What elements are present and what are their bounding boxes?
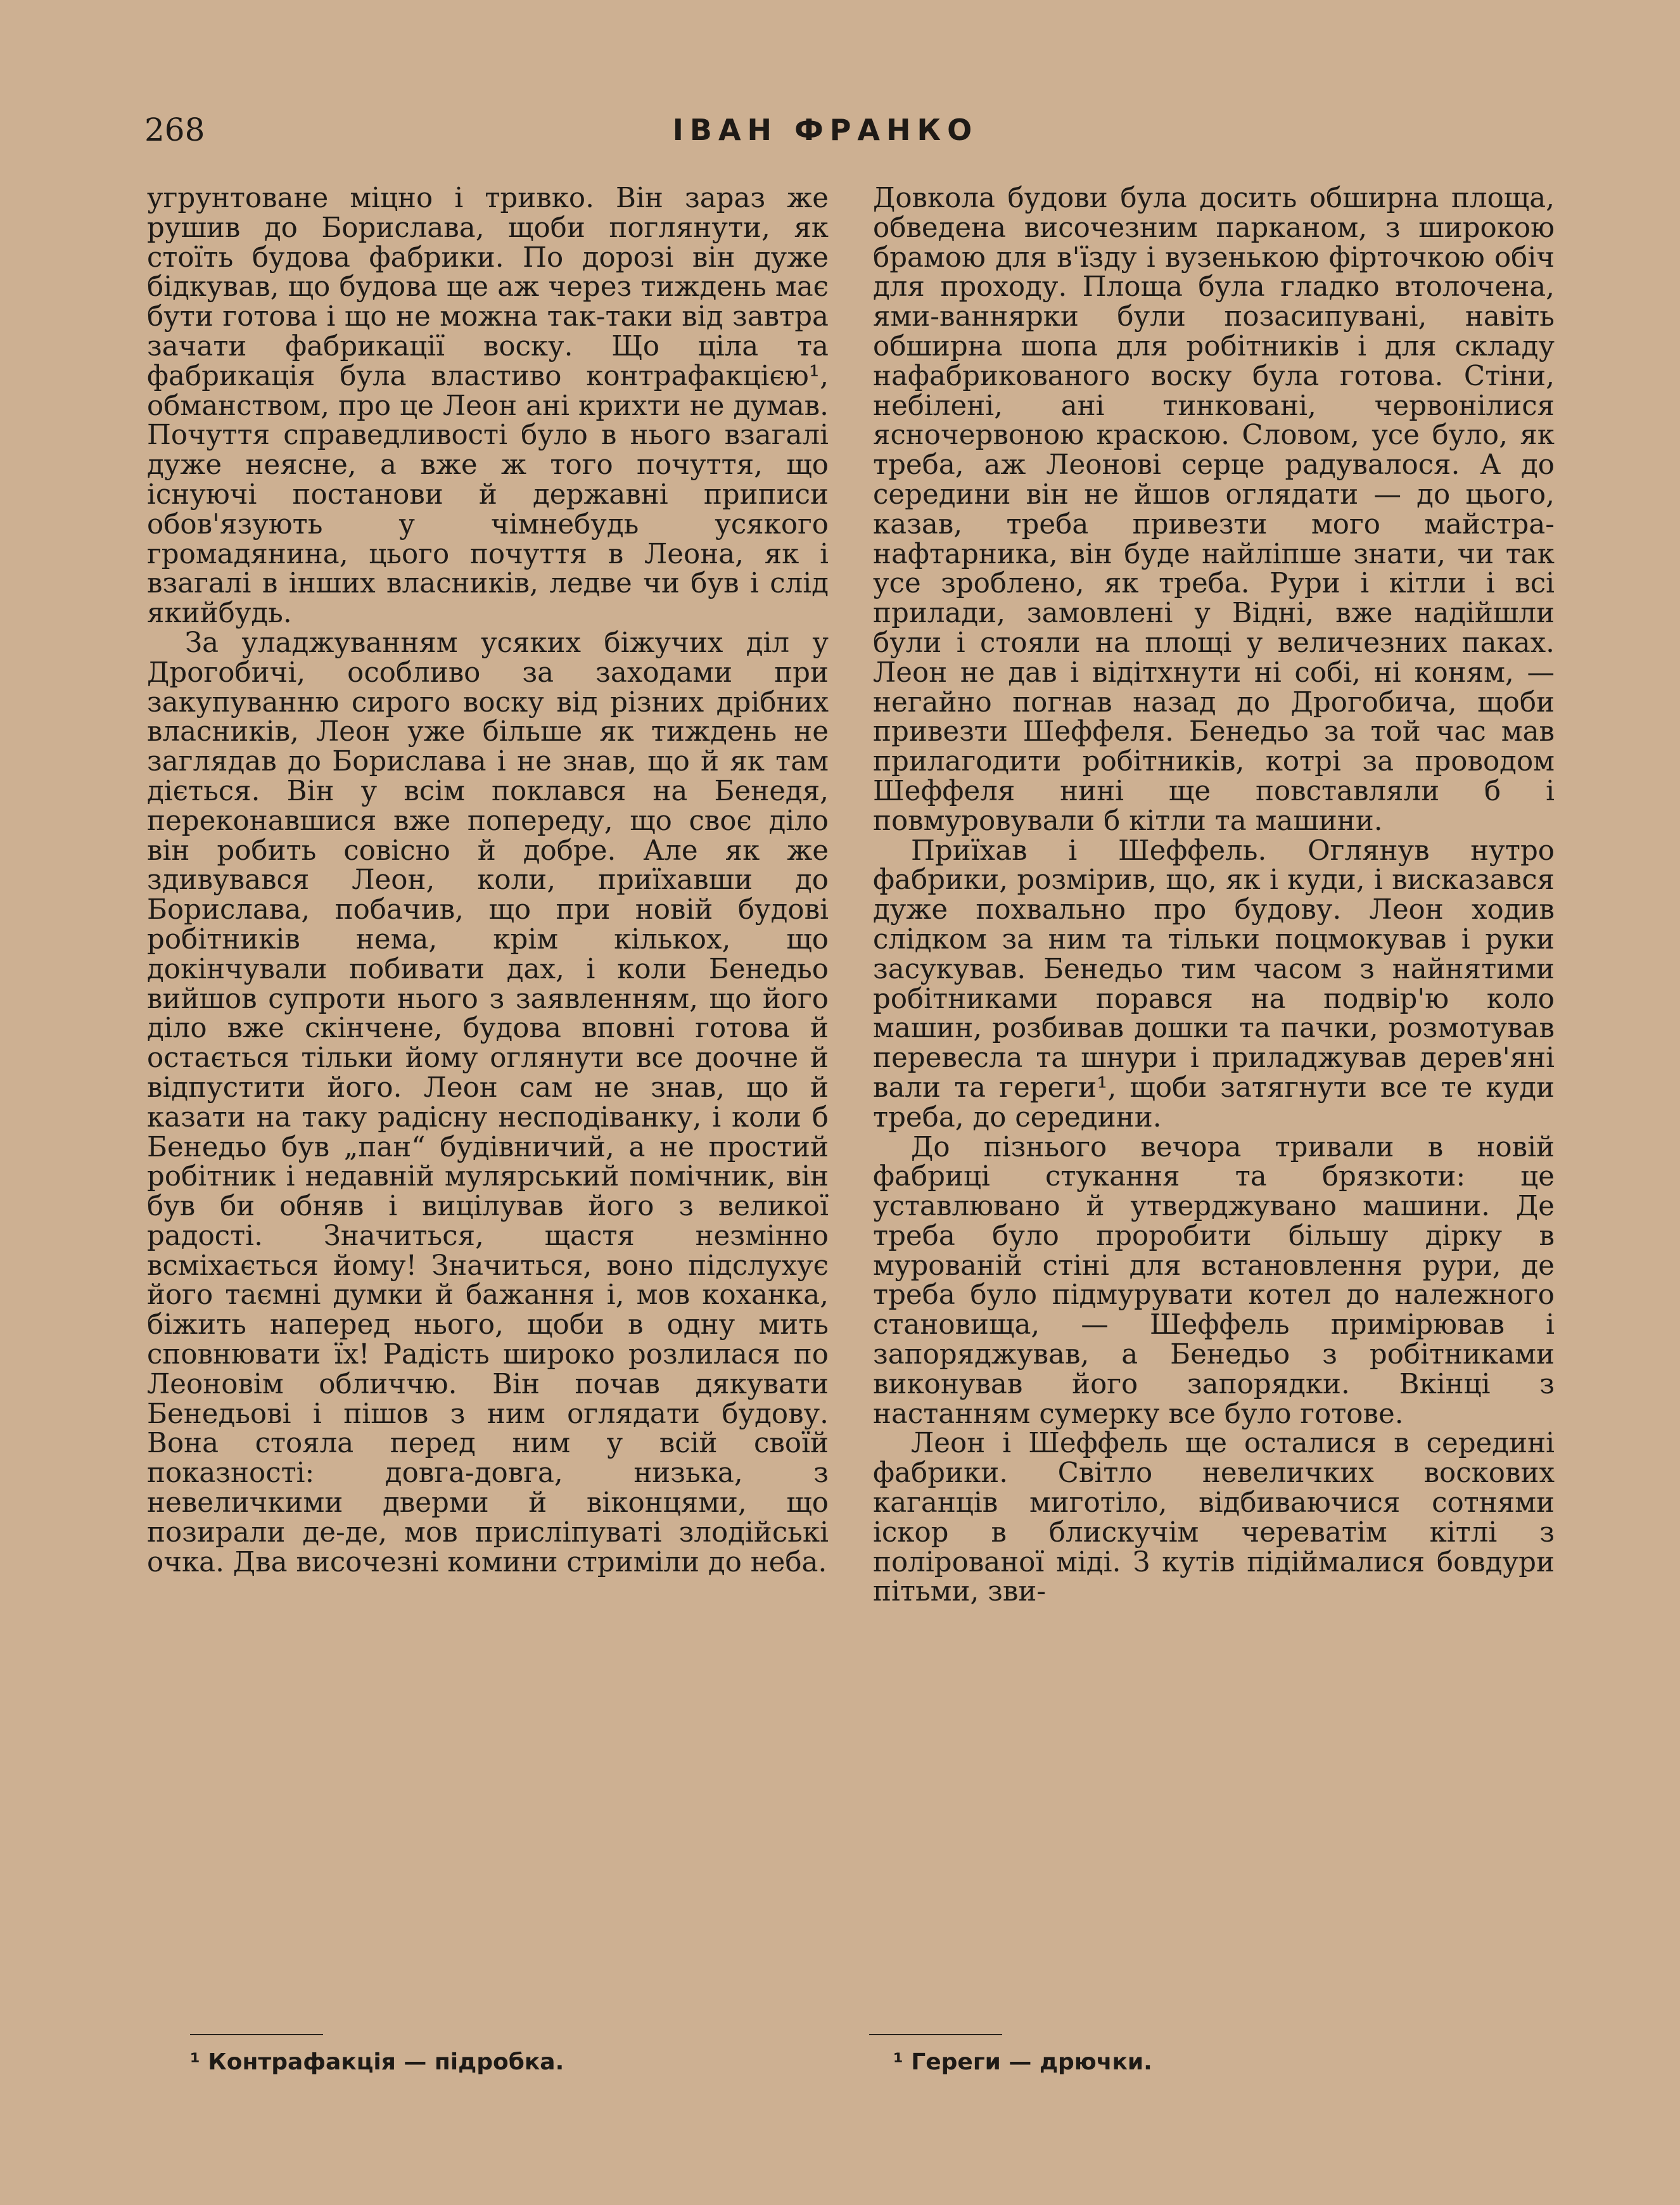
footnote-right: ¹ Гереги — дрючки. <box>893 2049 1152 2075</box>
left-paragraph-2: За уладжуванням усяких біжучих діл у Дрогобичі, особливо за заходами при закупуванню сирого воску від різних дрібних власників, Леон уже більше як тиждень не заглядав до Борислава і не знав, що й як там діється. Він у всім поклався на Бенедя, переконавшися вже попереду, що своє діло він робить совісно й добре. Але як же здивувався Леон, коли, приїхавши до Борислава, побачив, що при новій будові робітників нема, крім кількох, що докінчували побивати дах, і коли Бенедьо вийшов супроти нього з заявленням, що його діло вже скінчене, будова вповні готова й остається тільки йому оглянути все доочне й відпустити його. Леон сам не знав, що й казати на таку радісну несподіванку, і коли б Бенедьо був „пан“ будівничий, а не простий робітник і недавній мулярський помічник, він був би обняв і вицілував його з великої радості. Значиться, щастя незмінно всміхається йому! Значиться, воно підслухує його таємні думки й бажання і, мов коханка, біжить наперед нього, щоби в одну мить сповнювати їх! Радість широко розлилася по Леоновім обличчю. Він почав дякувати Бенедьові і пішов з ним оглядати будову. Вона стояла перед ним у всій своїй показності: довга-довга, низька, з невеличкими дверми й віконцями, що позирали де-де, мов прислiпуваті злодійські очка. Два височезні комини стриміли до неба. <box>147 627 829 1578</box>
right-paragraph-1: Довкола будови була досить обширна площа, обведена височезним парканом, з широкою брамою для в'їзду і вузенькою фірточкою обіч для проходу. Площа була гладко втолочена, ями-ваннярки були позасипувані, навіть обширна шопа для робітників і для складу нафабрикованого воску була готова. Стіни, небілені, ані тинковані, червонілися ясночервоною краскою. Словом, усе було, як треба, аж Леонові серце радувалося. А до середини він не йшов оглядати — до цього, казав, треба привезти мого майстра-нафтарника, він буде найліпше знати, чи так усе зроблено, як треба. Рури і кітли і всі прилади, замовлені у Відні, вже надійшли були і стояли на площі у величезних паках. Леон не дав і відітхнути ні собі, ні коням, — негайно погнав назад до Дрогобича, щоби привезти Шеффеля. Бенедьо за той час мав прилагодити робітників, котрі за проводом Шеффеля нині ще повставляли б і повмуровували б кітли та машини. <box>873 182 1555 837</box>
footnote-rule-left <box>190 2034 323 2035</box>
page-header <box>144 112 1506 156</box>
right-paragraph-3: До пізнього вечора тривали в новій фабриці стукання та брязкоти: це уставлювано й утверджувано машини. Де треба було проробити більшу дірку в мурованій стіні для встановлення рури, де треба було підмурувати котел до належного становища, — Шеффель примірював і запоряджував, а Бенедьо з робітниками виконував його запорядки. Вкінці з настанням сумерку все було готове. <box>873 1131 1555 1430</box>
left-column <box>147 184 829 1577</box>
right-column <box>873 184 1555 1607</box>
running-title: ІВАН ФРАНКО <box>672 113 979 147</box>
left-paragraph-1: угрунтоване міцно і тривко. Він зараз же рушив до Борислава, щоби поглянути, як стоїть будова фабрики. По дорозі він дуже бідкував, що будова ще аж через тиждень має бути готова і що не можна так-таки від завтра зачати фабрикації воску. Що ціла та фабрикація була властиво контрафакцією¹, обманством, про це Леон ані крихти не думав. Почуття справедливості було в нього взагалі дуже неясне, а вже ж того почуття, що існуючі постанови й державні приписи обов'язують у чімнебудь усякого громадянина, цього почуття в Леона, як і взагалі в інших власників, ледве чи був і слід якийбудь. <box>147 182 829 630</box>
right-paragraph-4: Леон і Шеффель ще осталися в середині фабрики. Світло невеличких воскових каганців миготіло, відбиваючися сотнями іскор в блискучім череватім кітлі з полірованої міді. З кутів підіймалися бовдури пітьми, зви- <box>873 1428 1555 1608</box>
right-paragraph-2: Приїхав і Шеффель. Оглянув нутро фабрики, розмірив, що, як і куди, і висказався дуже похвально про будову. Леон ходив слідком за ним та тільки поцмокував і руки засукував. Бенедьо тим часом з найнятими робітниками порався на подвір'ю коло машин, розбивав дошки та пачки, розмотував перевесла та шнури і приладжував дерев'яні вали та гереги¹, щоби затягнути все те куди треба, до середини. <box>873 834 1555 1134</box>
page-number: 268 <box>144 112 205 148</box>
footnote-rule-right <box>869 2034 1002 2035</box>
footnote-left: ¹ Контрафакція — підробка. <box>190 2049 564 2075</box>
